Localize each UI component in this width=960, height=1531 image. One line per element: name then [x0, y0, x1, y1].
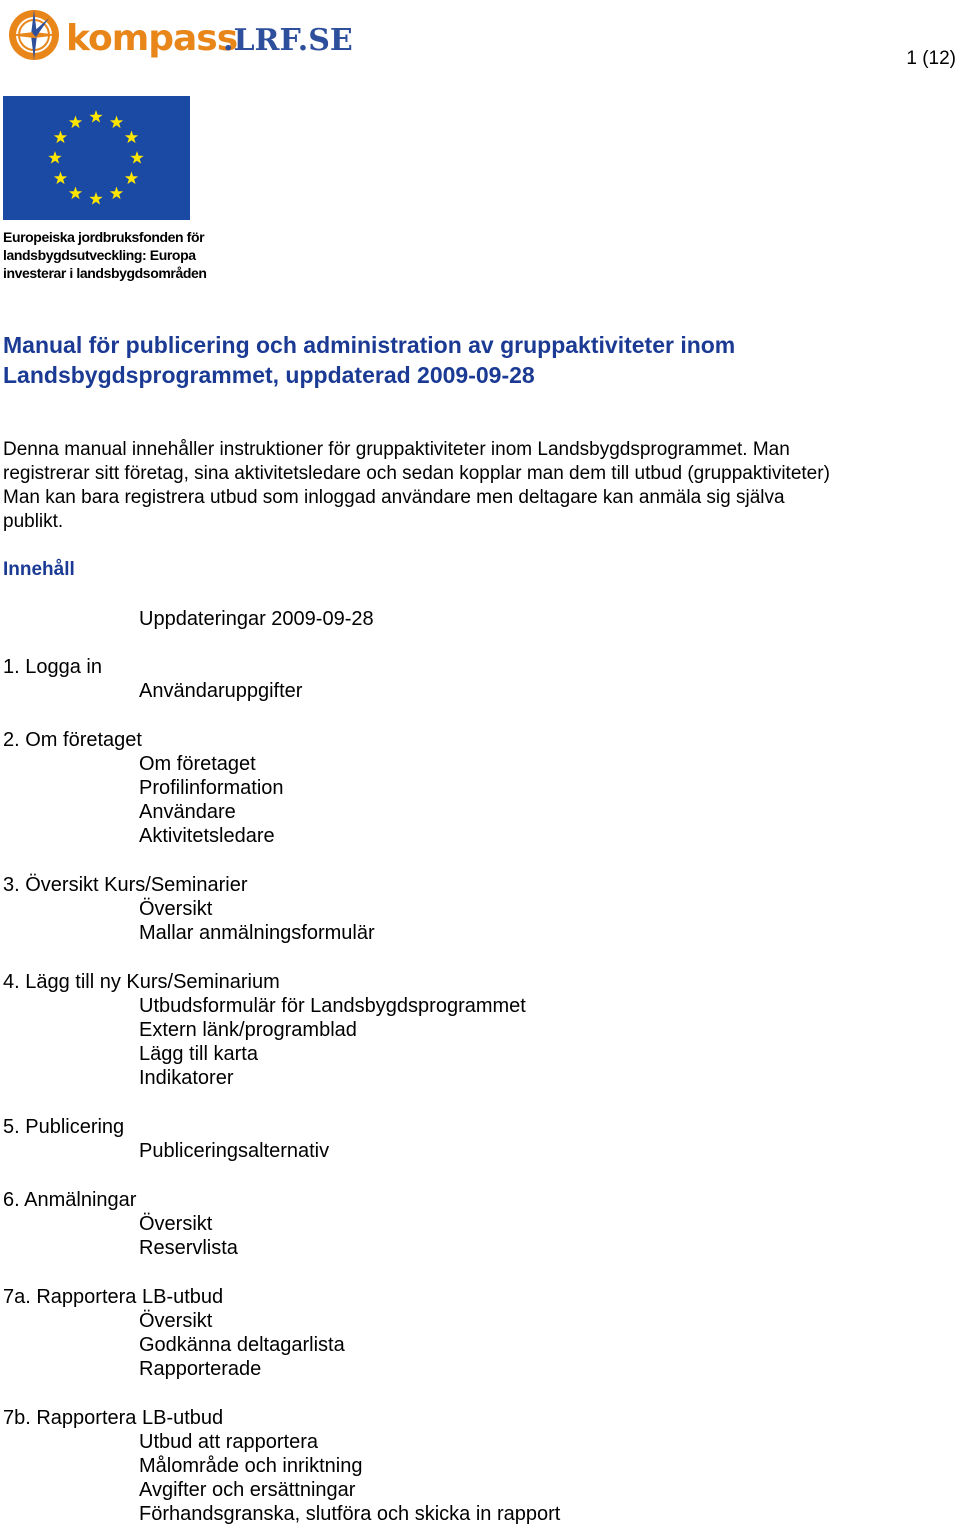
toc-section: 1. Logga in	[3, 656, 102, 678]
toc-section: 3. Översikt Kurs/Seminarier	[3, 874, 248, 896]
toc-section: 2. Om företaget	[3, 729, 142, 751]
toc-subitem: Utbudsformulär för Landsbygdsprogrammet	[139, 995, 526, 1017]
toc-subitem: Publiceringsalternativ	[139, 1140, 330, 1162]
toc-subitem: Lägg till karta	[139, 1043, 258, 1065]
toc-subitem: Översikt	[139, 898, 213, 920]
svg-text:.LRF.SE: .LRF.SE	[223, 23, 353, 58]
toc-subitem: Profilinformation	[139, 777, 284, 799]
toc-subitem: Extern länk/programblad	[139, 1019, 357, 1041]
toc-subitem: Översikt	[139, 1213, 213, 1235]
eu-caption-line: Europeiska jordbruksfonden för	[3, 229, 205, 245]
intro-line: Denna manual innehåller instruktioner för gruppaktiviteter inom Landsbygdsprogrammet. Man	[3, 439, 790, 460]
toc-section: 5. Publicering	[3, 1116, 125, 1138]
toc-subitem: Målområde och inriktning	[139, 1455, 363, 1477]
toc-subitem: Reservlista	[139, 1237, 238, 1259]
toc-subitem: Aktivitetsledare	[139, 825, 275, 847]
toc-subitem: Indikatorer	[139, 1067, 234, 1089]
toc-subitem: Användaruppgifter	[139, 680, 303, 702]
toc-section: 4. Lägg till ny Kurs/Seminarium	[3, 971, 280, 993]
eu-caption-line: investerar i landsbygdsområden	[3, 265, 207, 281]
toc-subitem: Utbud att rapportera	[139, 1431, 318, 1453]
toc-preface: Uppdateringar 2009-09-28	[139, 608, 374, 630]
toc-heading: Innehåll	[3, 559, 75, 580]
toc-section: 6. Anmälningar	[3, 1189, 137, 1211]
toc-subitem: Förhandsgranska, slutföra och skicka in rapport	[139, 1503, 561, 1525]
toc-subitem: Om företaget	[139, 753, 256, 775]
eu-flag-logo	[3, 96, 190, 220]
intro-line: registrerar sitt företag, sina aktivitetsledare och sedan kopplar man dem till utbud (gruppaktiviteter)	[3, 463, 830, 484]
toc-subitem: Rapporterade	[139, 1358, 262, 1380]
toc-subitem: Godkänna deltagarlista	[139, 1334, 345, 1356]
document-title: Manual för publicering och administration av gruppaktiviteter inom	[3, 332, 736, 358]
intro-line: publikt.	[3, 511, 64, 532]
toc-subitem: Avgifter och ersättningar	[139, 1479, 356, 1501]
intro-line: Man kan bara registrera utbud som inloggad användare men deltagare kan anmäla sig själva	[3, 487, 785, 508]
toc-subitem: Översikt	[139, 1310, 213, 1332]
toc-section: 7b. Rapportera LB-utbud	[3, 1407, 224, 1429]
toc-subitem: Användare	[139, 801, 236, 823]
svg-text:kompass: kompass	[66, 18, 238, 59]
toc-subitem: Mallar anmälningsformulär	[139, 922, 375, 944]
kompass-logo	[4, 6, 366, 64]
toc-section: 7a. Rapportera LB-utbud	[3, 1286, 224, 1308]
document-title: Landsbygdsprogrammet, uppdaterad 2009-09-28	[3, 362, 535, 388]
page-number: 1 (12)	[906, 48, 956, 69]
eu-caption-line: landsbygdsutveckling: Europa	[3, 247, 196, 263]
